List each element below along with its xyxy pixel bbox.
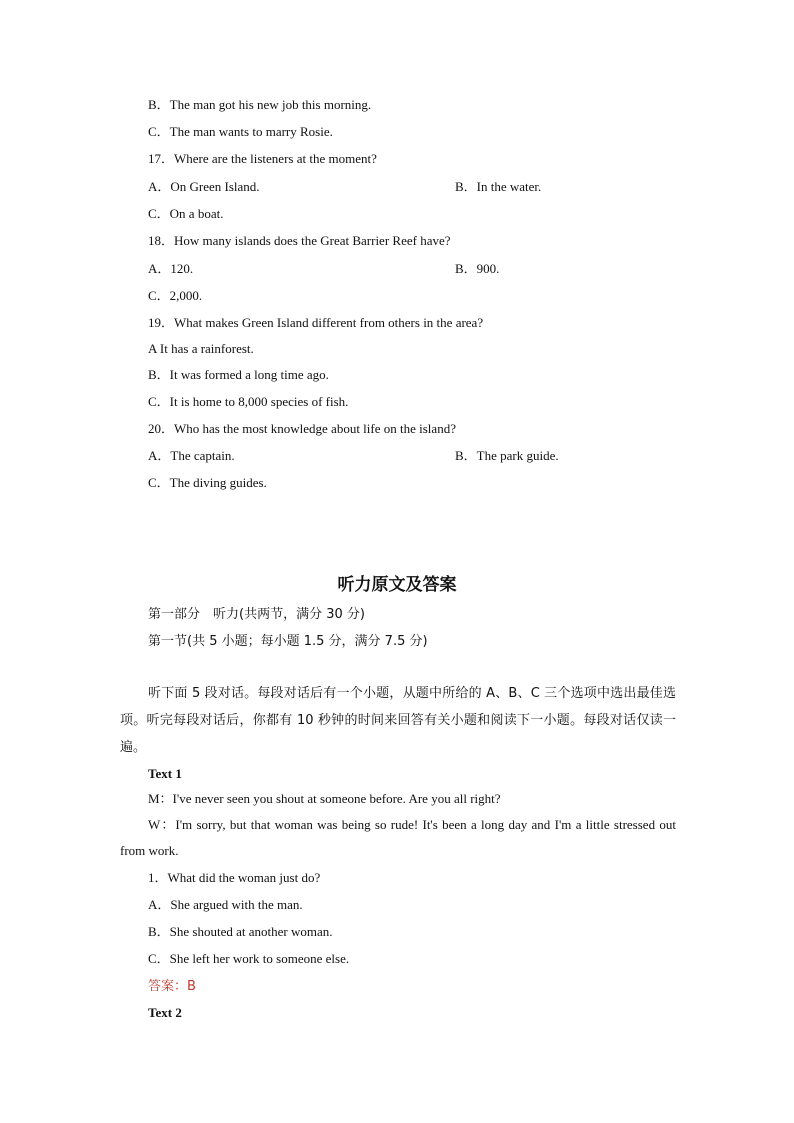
text2-label: Text 2 [148, 1005, 182, 1020]
transcript-title: 听力原文及答案 [337, 575, 457, 595]
q20-option-b: B．The park guide. [455, 448, 559, 463]
q17-option-b: B．In the water. [455, 179, 542, 194]
text1-woman-line: W：I'm sorry, but that woman was being so rude! It's been a long day and I'm a little stressed out from work. [120, 817, 676, 858]
q1-option-c: C．She left her work to someone else. [148, 951, 350, 966]
q19-option-c: C．It is home to 8,000 species of fish. [148, 394, 349, 409]
q1-option-a: A．She argued with the man. [148, 897, 303, 912]
text1-man-line: M：I've never seen you shout at someone before. Are you all right? [148, 791, 501, 806]
q17-option-c: C．On a boat. [148, 206, 224, 221]
q16-option-b: B．The man got his new job this morning. [148, 97, 372, 112]
section1-heading: 第一节(共 5 小题；每小题 1.5 分，满分 7.5 分) [148, 634, 428, 649]
q19-question: 19．What makes Green Island different from others in the area? [148, 315, 484, 330]
q17-question: 17．Where are the listeners at the moment? [148, 151, 377, 166]
q16-option-c: C．The man wants to marry Rosie. [148, 124, 333, 139]
answer1: 答案：B [148, 979, 196, 994]
q18-question: 18．How many islands does the Great Barrier Reef have? [148, 233, 451, 248]
q17-option-a: A．On Green Island. [148, 179, 260, 194]
q19-option-b: B．It was formed a long time ago. [148, 367, 329, 382]
q20-option-a: A．The captain. [148, 448, 235, 463]
q20-option-c: C．The diving guides. [148, 475, 267, 490]
q18-option-a: A．120. [148, 261, 194, 276]
q18-option-c: C．2,000. [148, 288, 203, 303]
instructions-paragraph: 听下面 5 段对话。每段对话后有一个小题，从题中所给的 A、B、C 三个选项中选出最佳选项。听完每段对话后，你都有 10 秒钟的时间来回答有关小题和阅读下一小题。每段对话仅读一遍。 [120, 686, 676, 755]
q1-question: 1．What did the woman just do? [148, 870, 321, 885]
part1-heading: 第一部分 听力(共两节，满分 30 分) [148, 607, 365, 622]
q20-question: 20．Who has the most knowledge about life on the island? [148, 421, 456, 436]
q18-option-b: B．900. [455, 261, 500, 276]
text1-label: Text 1 [148, 766, 182, 781]
q19-option-a: A It has a rainforest. [148, 341, 254, 356]
q1-option-b: B．She shouted at another woman. [148, 924, 333, 939]
